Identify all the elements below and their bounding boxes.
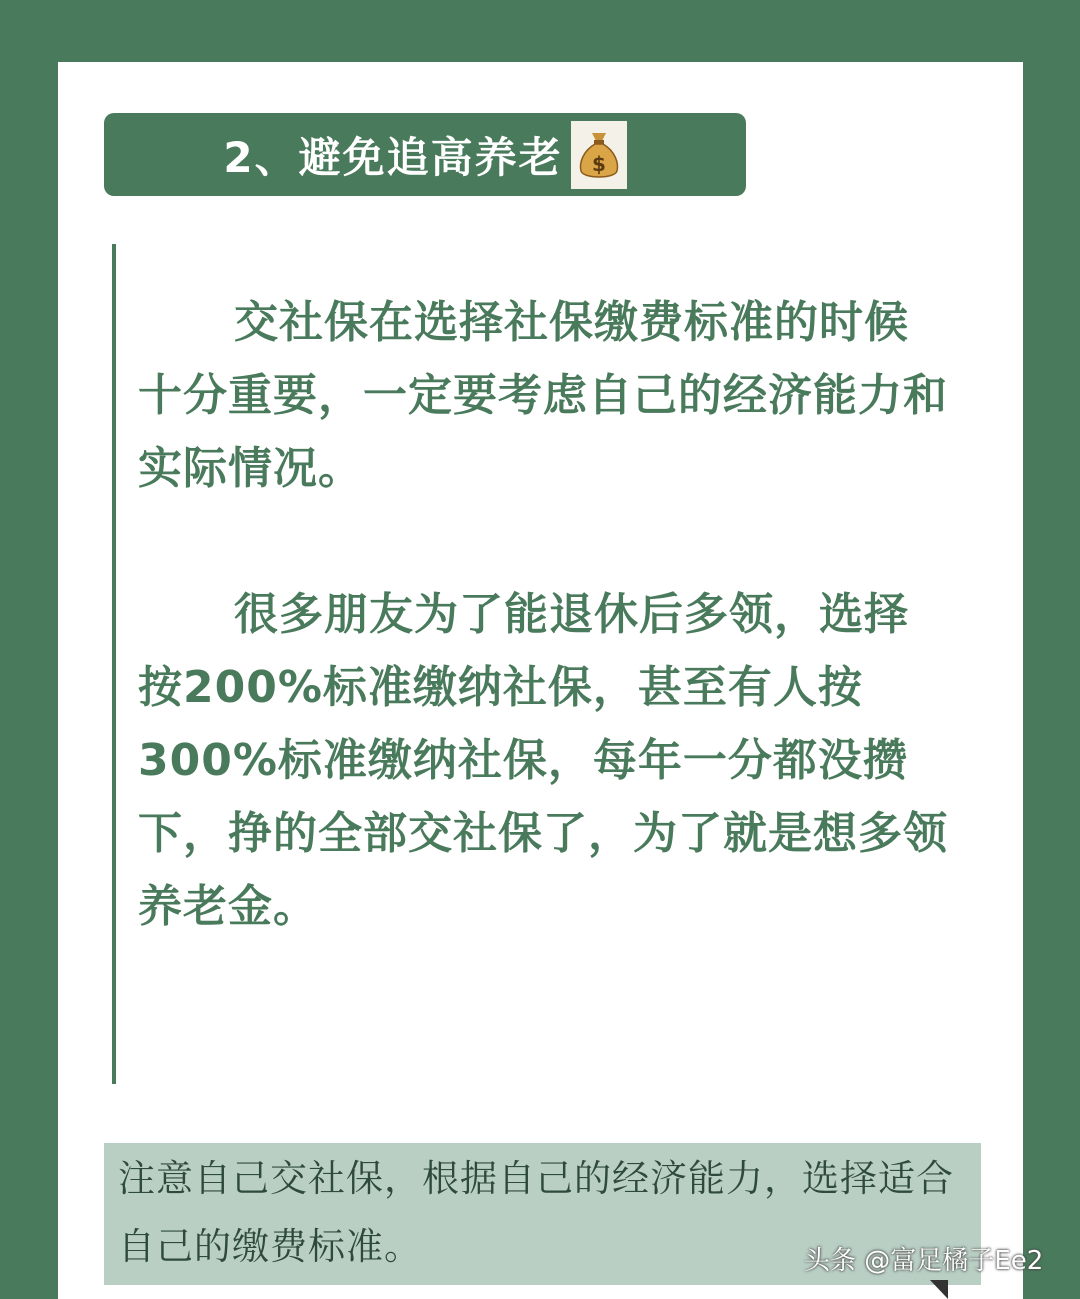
watermark: 头条 @富足橘子Ee2 [804,1246,1044,1276]
paragraph-1: 交社保在选择社保缴费标准的时候十分重要，一定要考虑自己的经济能力和实际情况。 [138,297,948,494]
section-title: 2、避免追高养老 [223,132,563,182]
section-title-banner [104,113,746,196]
paragraph-2: 很多朋友为了能退休后多领，选择按200%标准缴纳社保，甚至有人按300%标准缴纳社保，每年一分都没攒下，挣的全部交社保了，为了就是想多领养老金。 [138,589,948,932]
svg-text:$: $ [591,151,606,176]
left-rule [112,244,116,1084]
note-text: 注意自己交社保，根据自己的经济能力，选择适合自己的缴费标准。 [118,1157,954,1268]
corner-fold [930,1280,948,1299]
money-bag-icon [571,121,627,189]
